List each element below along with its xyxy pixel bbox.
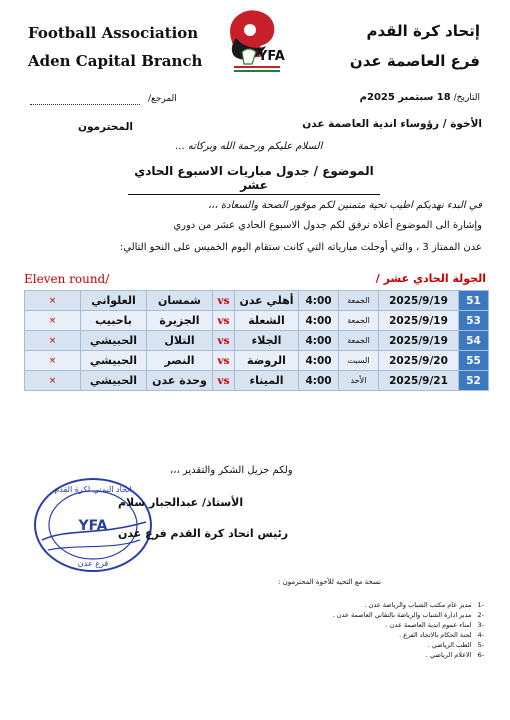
cc-item xyxy=(284,610,484,620)
match-result: × xyxy=(25,331,81,351)
svg-text:فرع عدن: فرع عدن xyxy=(77,559,109,568)
ref-label: المرجع/ xyxy=(148,94,177,104)
match-number: 51 xyxy=(459,291,489,311)
cc-item-number: 6- xyxy=(477,651,484,659)
match-time: 4:00 xyxy=(299,291,339,311)
match-date: 2025/9/19 xyxy=(379,331,459,351)
signer-role: رئيس اتحاد كرة القدم فرع عدن xyxy=(118,527,289,540)
match-vs: vs xyxy=(213,311,235,331)
match-away-team: وحدة عدن xyxy=(147,371,213,391)
svg-text:اتحاد اليمني لكرة القدم: اتحاد اليمني لكرة القدم xyxy=(54,485,132,494)
cc-list xyxy=(284,600,484,660)
match-number: 52 xyxy=(459,371,489,391)
match-row xyxy=(25,311,489,331)
date-value: 18 سبتمبر 2025م xyxy=(359,92,451,103)
match-venue: الحبيشي xyxy=(81,371,147,391)
cc-item xyxy=(284,620,484,630)
subject-text: جدول مباريات الاسبوع الحادي عشر xyxy=(134,164,310,192)
match-home-team: الشعلة xyxy=(235,311,299,331)
svg-text:YFA: YFA xyxy=(78,518,108,534)
match-time: 4:00 xyxy=(299,351,339,371)
cc-item xyxy=(284,650,484,660)
match-row xyxy=(25,291,489,311)
match-row xyxy=(25,371,489,391)
match-venue: باحبيب xyxy=(81,311,147,331)
header-ar-line1: إتحاد كرة القدم xyxy=(366,22,480,40)
match-time: 4:00 xyxy=(299,371,339,391)
header-ar-line2: فرع العاصمة عدن xyxy=(349,52,480,70)
match-time: 4:00 xyxy=(299,311,339,331)
match-day: الجمعة xyxy=(339,311,379,331)
match-away-team: شمسان xyxy=(147,291,213,311)
match-vs: vs xyxy=(213,291,235,311)
match-day: الجمعة xyxy=(339,291,379,311)
body-line2: عدن الممتاز 3 ، والتي أوجلت مبارياته التي كانت ستقام اليوم الخميس على النحو التالي: xyxy=(119,242,482,253)
match-vs: vs xyxy=(213,371,235,391)
cc-item-number: 1- xyxy=(477,601,484,609)
cc-item-text: لجنة الحكام بالاتحاد الفرع . xyxy=(399,631,472,639)
match-vs: vs xyxy=(213,331,235,351)
cc-item xyxy=(284,600,484,610)
match-home-team: الميناء xyxy=(235,371,299,391)
match-date: 2025/9/20 xyxy=(379,351,459,371)
greeting: السلام عليكم ورحمة الله وبركاته ... xyxy=(175,141,323,152)
opening: في البدء نهديكم اطيب تحية متمنين لكم موفور الصحة والسعادة ،،، xyxy=(208,200,482,211)
cc-item xyxy=(284,630,484,640)
match-number: 53 xyxy=(459,311,489,331)
match-venue: الحبيشي xyxy=(81,351,147,371)
cc-item-text: امناء عموم اندية العاصمة عدن . xyxy=(385,621,472,629)
ref-dotted-line xyxy=(30,104,140,105)
cc-item-text: الطب الرياضي . xyxy=(427,641,472,649)
round-label-en: Eleven round/ xyxy=(24,272,110,286)
match-time: 4:00 xyxy=(299,331,339,351)
yfa-logo-icon xyxy=(210,8,302,80)
match-row xyxy=(25,351,489,371)
match-home-team: الروضة xyxy=(235,351,299,371)
cc-item-number: 2- xyxy=(477,611,484,619)
match-venue: الحبيشي xyxy=(81,331,147,351)
match-date: 2025/9/21 xyxy=(379,371,459,391)
cc-heading: نسخة مع التحيه للأخوة المحترمون : xyxy=(278,578,382,586)
cc-item xyxy=(284,640,484,650)
match-result: × xyxy=(25,291,81,311)
match-result: × xyxy=(25,351,81,371)
body-line1: وإشارة الى الموضوع أعلاه نرفق لكم جدول الاسبوع الحادي عشر من دوري xyxy=(173,220,482,231)
match-number: 55 xyxy=(459,351,489,371)
subject-label: الموضوع / xyxy=(309,164,374,178)
match-away-team: التلال xyxy=(147,331,213,351)
official-stamp-icon xyxy=(28,470,158,580)
match-day: الأحد xyxy=(339,371,379,391)
match-result: × xyxy=(25,371,81,391)
match-away-team: الجزيرة xyxy=(147,311,213,331)
header-en-line1: Football Association xyxy=(28,24,199,42)
cc-item-text: الاعلام الرياضي . xyxy=(425,651,472,659)
round-label-ar: الجولة الحادي عشر / xyxy=(375,272,486,285)
match-home-team: أهلي عدن xyxy=(235,291,299,311)
cc-item-text: مدير عام مكتب الشباب والرياضة عدن . xyxy=(364,601,472,609)
match-row xyxy=(25,331,489,351)
cc-item-number: 3- xyxy=(477,621,484,629)
signer-title: الأستاذ/ عبدالجبار سلام xyxy=(118,496,244,509)
match-vs: vs xyxy=(213,351,235,371)
match-away-team: النصر xyxy=(147,351,213,371)
match-result: × xyxy=(25,311,81,331)
closing: ولكم جزيل الشكر والتقدير ،،، xyxy=(170,465,293,476)
match-day: السبت xyxy=(339,351,379,371)
match-date: 2025/9/19 xyxy=(379,311,459,331)
matches-table xyxy=(24,290,489,391)
date-line xyxy=(330,92,480,103)
recipient: الأخوة / رؤوساء اندية العاصمة عدن xyxy=(302,118,482,130)
date-label: التاريخ/ xyxy=(453,93,480,103)
match-venue: العلواني xyxy=(81,291,147,311)
svg-text:YFA: YFA xyxy=(258,49,285,64)
match-day: الجمعة xyxy=(339,331,379,351)
honorific: المحترمون xyxy=(78,121,134,133)
subject-line xyxy=(128,164,380,195)
header-en-line2: Aden Capital Branch xyxy=(28,52,203,70)
cc-item-number: 4- xyxy=(477,631,484,639)
match-date: 2025/9/19 xyxy=(379,291,459,311)
match-home-team: الجلاء xyxy=(235,331,299,351)
cc-item-number: 5- xyxy=(477,641,484,649)
cc-item-text: مدير ادارة الشباب والرياضة بالتقاني العاصمة عدن . xyxy=(332,611,472,619)
match-number: 54 xyxy=(459,331,489,351)
